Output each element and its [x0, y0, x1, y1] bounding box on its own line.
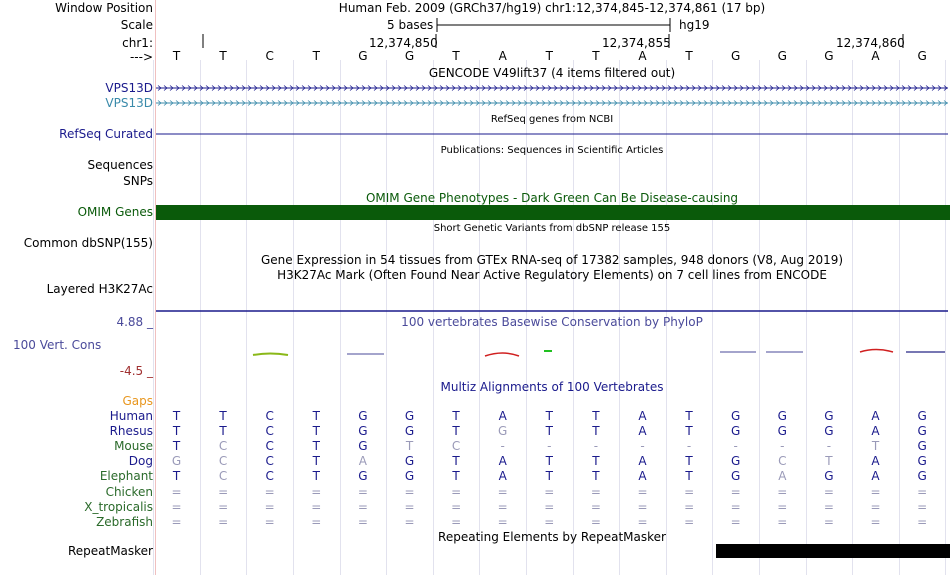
omim-label[interactable]: OMIM Genes — [77, 205, 153, 219]
alignment-base: = — [404, 515, 415, 529]
alignment-base: C — [265, 409, 274, 423]
alignment-base: G — [824, 409, 834, 423]
dbsnp-label[interactable]: Common dbSNP(155) — [23, 236, 153, 250]
alignment-base: T — [405, 439, 414, 453]
alignment-base: G — [777, 409, 787, 423]
alignment-base: = — [823, 485, 834, 499]
reference-base: T — [545, 49, 553, 63]
reference-base: A — [638, 49, 647, 63]
species-label[interactable]: Human — [109, 409, 153, 423]
ruler-ticks — [203, 34, 903, 48]
conservation-track-label[interactable]: 100 Vert. Cons — [13, 338, 102, 352]
species-label[interactable]: Elephant — [99, 469, 153, 483]
alignment-base: T — [452, 454, 460, 468]
reference-base: A — [498, 49, 507, 63]
alignment-base: = — [451, 515, 462, 529]
alignment-base: G — [731, 424, 741, 438]
alignment-base: = — [357, 500, 368, 514]
reference-base: C — [265, 49, 274, 63]
alignment-base: = — [264, 500, 275, 514]
alignment-base: = — [917, 500, 928, 514]
h3k27ac-title: H3K27Ac Mark (Often Found Near Active Regulatory Elements) on 7 cell lines from ENCODE — [277, 268, 827, 282]
alignment-base: A — [871, 454, 880, 468]
alignment-base: T — [592, 454, 600, 468]
alignment-base: C — [218, 469, 228, 483]
alignment-base: T — [172, 409, 181, 423]
alignment-base: = — [870, 515, 881, 529]
alignment-base: = — [917, 515, 928, 529]
reference-base: G — [731, 49, 741, 63]
reference-base: G — [777, 49, 787, 63]
alignment-base: = — [637, 500, 648, 514]
alignment-base: C — [265, 439, 274, 453]
alignment-base: = — [730, 515, 741, 529]
alignment-base: T — [592, 424, 600, 438]
chrom-label: chr1: — [122, 36, 153, 50]
alignment-base: A — [871, 424, 880, 438]
alignment-base: A — [778, 469, 787, 483]
alignment-base: = — [218, 515, 229, 529]
alignment-base: T — [825, 454, 833, 468]
alignment-base: = — [637, 485, 648, 499]
alignment-base: G — [731, 409, 741, 423]
alignment-base: T — [871, 439, 880, 453]
alignment-base: G — [917, 469, 927, 483]
alignment-base: T — [452, 469, 460, 483]
gencode-transcript-2[interactable] — [156, 101, 948, 106]
alignment-base: = — [171, 500, 182, 514]
gencode-track-label-1[interactable]: VPS13D — [105, 81, 153, 95]
gencode-transcript-1[interactable] — [156, 86, 948, 91]
alignment-base: = — [218, 485, 229, 499]
alignment-base: = — [357, 515, 368, 529]
alignment-base: G — [404, 454, 415, 468]
refseq-label[interactable]: RefSeq Curated — [59, 127, 153, 141]
multiz-title: Multiz Alignments of 100 Vertebrates — [440, 380, 664, 394]
alignment-base: G — [917, 424, 927, 438]
alignment-base: = — [218, 500, 229, 514]
multiz-gaps-label[interactable]: Gaps — [122, 394, 153, 408]
alignment-base: = — [544, 515, 555, 529]
alignment-base: - — [547, 439, 552, 453]
alignment-base: - — [640, 439, 645, 453]
alignment-base: G — [171, 454, 182, 468]
alignment-base: A — [871, 409, 880, 423]
alignment-base: T — [545, 409, 553, 423]
omim-gene-bar[interactable] — [156, 205, 950, 220]
alignment-base: T — [592, 409, 600, 423]
alignment-base: = — [684, 485, 695, 499]
alignment-base: A — [871, 469, 880, 483]
alignment-base: T — [685, 469, 693, 483]
alignment-base: A — [358, 454, 367, 468]
alignment-base: = — [544, 500, 555, 514]
alignment-base: = — [870, 500, 881, 514]
alignment-base: A — [498, 469, 507, 483]
window-position-value: Human Feb. 2009 (GRCh37/hg19) chr1:12,374,845-12,374,861 (17 bp) — [338, 1, 766, 15]
alignment-base: = — [171, 485, 182, 499]
alignment-base: G — [404, 469, 415, 483]
alignment-base: = — [311, 485, 322, 499]
reference-base: T — [452, 49, 460, 63]
alignment-base: = — [917, 485, 928, 499]
species-label[interactable]: X_tropicalis — [84, 500, 153, 514]
alignment-base: - — [686, 439, 692, 453]
omim-title: OMIM Gene Phenotypes - Dark Green Can Be Disease-causing — [365, 191, 739, 205]
alignment-base: G — [777, 424, 787, 438]
reference-base: G — [404, 49, 415, 63]
alignment-base: G — [358, 469, 368, 483]
alignment-base: T — [312, 424, 320, 438]
alignment-base: T — [312, 454, 320, 468]
alignment-base: C — [218, 454, 228, 468]
reference-base: G — [358, 49, 368, 63]
conservation-signal — [253, 350, 945, 357]
conservation-title: 100 vertebrates Basewise Conservation by PhyloP — [401, 315, 703, 329]
alignment-base: G — [498, 424, 508, 438]
alignment-base: G — [358, 409, 368, 423]
alignment-base: G — [917, 409, 927, 423]
conservation-min-label: -4.5 _ — [119, 364, 153, 378]
alignment-base: T — [452, 409, 460, 423]
alignment-base: G — [917, 454, 927, 468]
alignment-base: T — [592, 469, 600, 483]
alignment-base: = — [497, 485, 508, 499]
alignment-base: C — [265, 424, 274, 438]
alignment-base: = — [730, 500, 741, 514]
alignment-base: = — [311, 500, 322, 514]
scale-assembly: hg19 — [679, 18, 710, 32]
alignment-base: = — [451, 485, 462, 499]
h3k27ac-label[interactable]: Layered H3K27Ac — [46, 282, 153, 296]
alignment-base: G — [404, 424, 415, 438]
alignment-base: T — [172, 424, 181, 438]
reference-base: T — [219, 49, 227, 63]
alignment-base: C — [218, 439, 228, 453]
species-label[interactable]: Dog — [128, 454, 153, 468]
alignment-base: = — [451, 500, 462, 514]
alignment-base: = — [730, 485, 741, 499]
alignment-base: T — [545, 424, 553, 438]
alignment-base: = — [497, 500, 508, 514]
alignment-base: T — [219, 409, 227, 423]
alignment-base: = — [777, 485, 788, 499]
alignment-base: A — [638, 454, 647, 468]
alignment-base: - — [593, 439, 599, 453]
repeatmasker-title: Repeating Elements by RepeatMasker — [438, 530, 666, 544]
alignment-base: T — [685, 454, 693, 468]
reference-base: A — [871, 49, 880, 63]
alignment-base: = — [404, 485, 415, 499]
reference-base: G — [824, 49, 834, 63]
alignment-base: C — [778, 454, 787, 468]
alignment-base: T — [312, 469, 320, 483]
species-label[interactable]: Zebrafish — [96, 515, 153, 529]
alignment-base: G — [404, 409, 415, 423]
alignment-base: T — [172, 469, 181, 483]
alignment-base: G — [731, 469, 741, 483]
alignment-base: = — [264, 485, 275, 499]
alignment-base: = — [544, 485, 555, 499]
alignment-base: C — [451, 439, 461, 453]
alignment-base: C — [265, 454, 274, 468]
dbsnp-title: Short Genetic Variants from dbSNP release 155 — [433, 223, 671, 234]
alignment-base: - — [826, 439, 832, 453]
alignment-base: = — [777, 500, 788, 514]
species-label[interactable]: Chicken — [105, 485, 153, 499]
coord-1: 12,374,850 — [369, 36, 438, 50]
alignment-base: = — [823, 500, 834, 514]
alignment-base: G — [731, 454, 741, 468]
reference-base: T — [592, 49, 600, 63]
alignment-base: G — [917, 439, 927, 453]
alignment-base: A — [638, 469, 647, 483]
gencode-title: GENCODE V49lift37 (4 items filtered out) — [428, 66, 676, 80]
alignment-base: = — [357, 485, 368, 499]
alignment-base: - — [733, 439, 738, 453]
alignment-base: = — [311, 515, 322, 529]
alignment-base: = — [637, 515, 648, 529]
reference-base: T — [172, 49, 181, 63]
reference-base: G — [917, 49, 927, 63]
alignment-base: = — [777, 515, 788, 529]
alignment-base: A — [638, 424, 647, 438]
alignment-base: T — [452, 424, 460, 438]
gtex-title: Gene Expression in 54 tissues from GTEx RNA-seq of 17382 samples, 948 donors (V8, Aug 2019) — [260, 253, 844, 267]
gencode-track-label-2[interactable]: VPS13D — [105, 96, 153, 110]
publications-label-snps[interactable]: SNPs — [123, 174, 153, 188]
strand-label: ---> — [129, 50, 153, 64]
alignment-base: = — [171, 515, 182, 529]
alignment-base: T — [312, 439, 320, 453]
alignment-base: C — [265, 469, 274, 483]
alignment-base: = — [684, 515, 695, 529]
alignment-base: G — [358, 424, 368, 438]
window-position-label: Window Position — [55, 1, 153, 15]
reference-base: T — [685, 49, 693, 63]
species-label[interactable]: Rhesus — [109, 424, 153, 438]
alignment-base: T — [545, 454, 553, 468]
alignment-base: G — [824, 424, 834, 438]
alignment-base: = — [870, 485, 881, 499]
alignment-base: T — [312, 409, 320, 423]
scale-label: Scale — [120, 18, 153, 32]
alignment-base: G — [824, 469, 834, 483]
alignment-base: G — [358, 439, 368, 453]
alignment-base: T — [545, 469, 553, 483]
alignment-base: = — [590, 515, 601, 529]
refseq-title: RefSeq genes from NCBI — [490, 114, 614, 125]
species-label[interactable]: Mouse — [114, 439, 153, 453]
scale-bar — [437, 18, 670, 32]
alignment-base: = — [684, 500, 695, 514]
alignment-base: = — [497, 515, 508, 529]
scale-bases: 5 bases — [387, 18, 434, 32]
alignment-base: - — [780, 439, 785, 453]
alignment-base: T — [685, 424, 693, 438]
alignment-base: = — [823, 515, 834, 529]
alignment-base: A — [638, 409, 647, 423]
coord-2: 12,374,855 — [602, 36, 671, 50]
alignment-base: = — [264, 515, 275, 529]
alignment-base: = — [590, 500, 601, 514]
alignment-base: - — [500, 439, 505, 453]
alignment-base: A — [498, 454, 507, 468]
alignment-base: A — [498, 409, 507, 423]
repeatmasker-element[interactable] — [716, 544, 950, 558]
reference-base: T — [312, 49, 320, 63]
conservation-max-label: 4.88 _ — [116, 315, 153, 329]
coord-3: 12,374,860 — [836, 36, 905, 50]
alignment-base: T — [172, 439, 181, 453]
publications-label-sequences[interactable]: Sequences — [87, 158, 153, 172]
repeatmasker-label[interactable]: RepeatMasker — [67, 544, 153, 558]
alignment-base: = — [590, 485, 601, 499]
alignment-base: T — [219, 424, 227, 438]
alignment-base: T — [685, 409, 693, 423]
publications-title: Publications: Sequences in Scientific Articles — [440, 145, 664, 156]
alignment-base: = — [404, 500, 415, 514]
